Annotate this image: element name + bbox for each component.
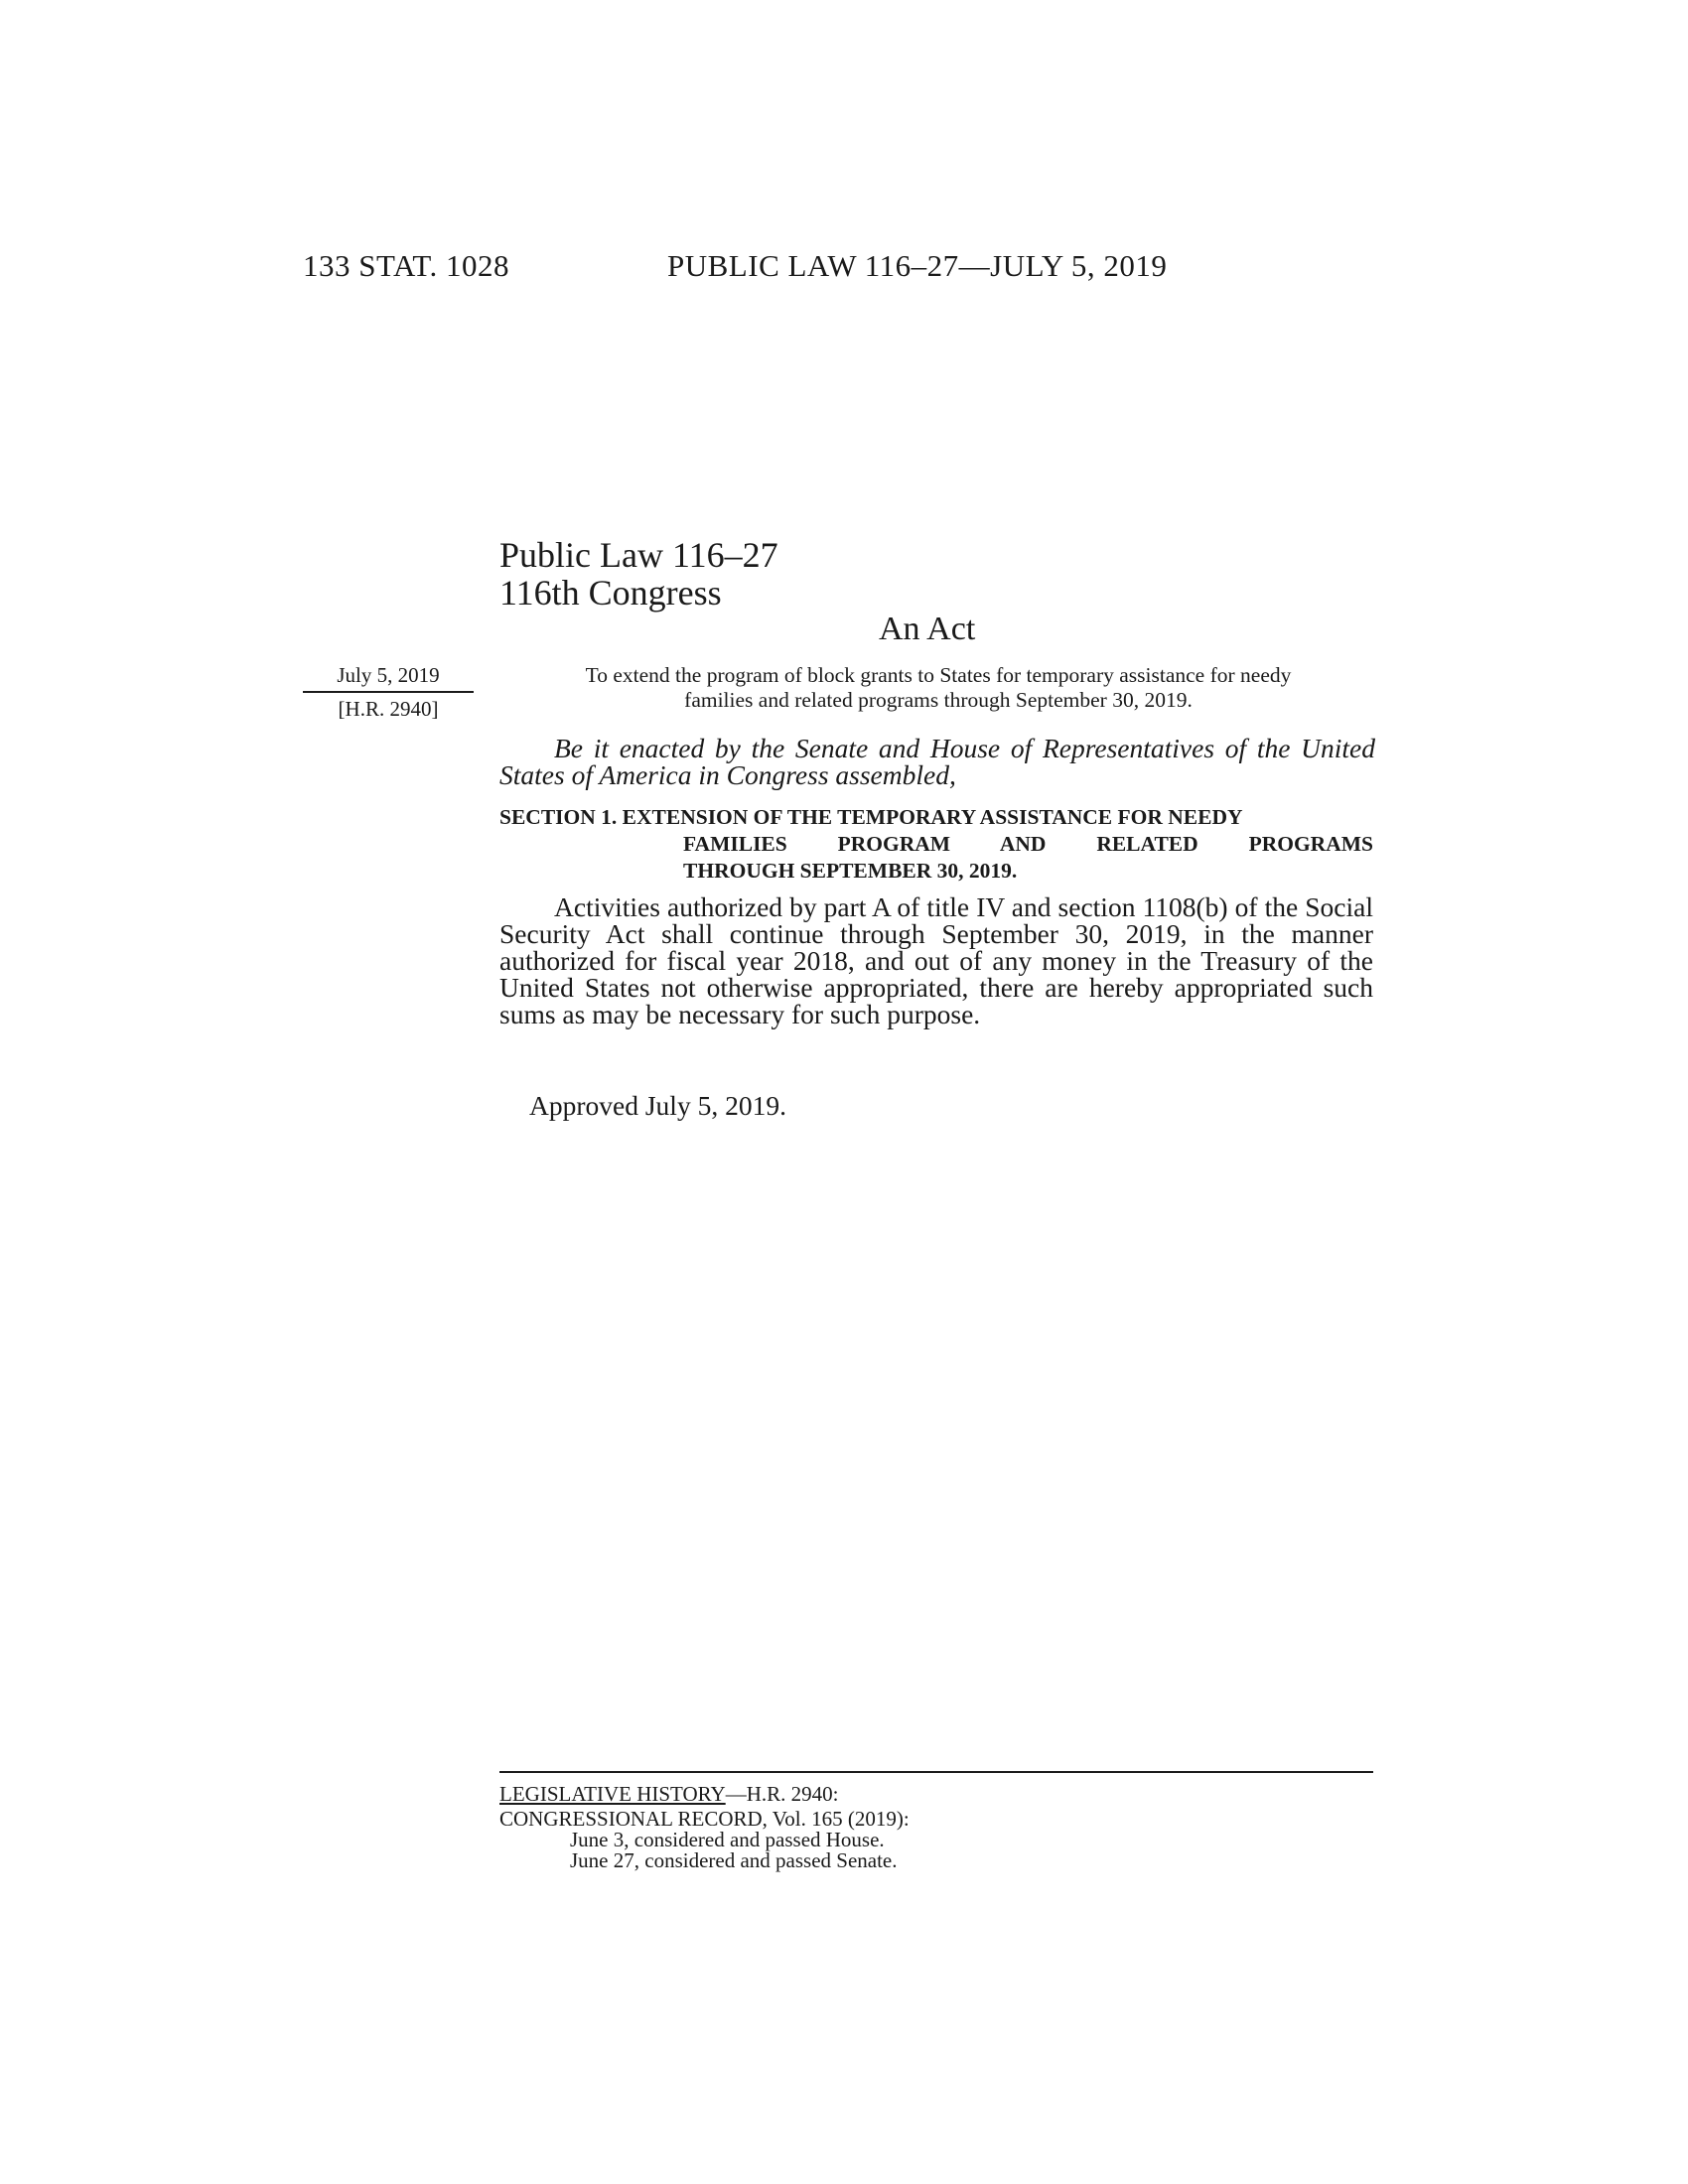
legislative-history-heading <box>499 1782 838 1806</box>
congressional-record: CONGRESSIONAL RECORD, Vol. 165 (2019): <box>499 1807 910 1831</box>
history-entry: June 3, considered and passed House. <box>570 1828 885 1851</box>
congress-label: 116th Congress <box>499 573 722 613</box>
section-heading-line-2: FAMILIES PROGRAM AND RELATED PROGRAMS <box>683 832 1373 856</box>
margin-rule <box>303 691 474 693</box>
section-heading-line-3: THROUGH SEPTEMBER 30, 2019. <box>683 859 1018 883</box>
legislative-history-bill: —H.R. 2940: <box>725 1782 839 1806</box>
enacting-clause: Be it enacted by the Senate and House of Representatives of the United States of America in Congress assembled, <box>499 733 1375 790</box>
legislative-history-label: LEGISLATIVE HISTORY <box>499 1782 726 1806</box>
an-act-heading: An Act <box>879 611 976 647</box>
section-heading-line-1: SECTION 1. EXTENSION OF THE TEMPORARY ASSISTANCE FOR NEEDY <box>499 805 1243 829</box>
section-body: Activities authorized by part A of title IV and section 1108(b) of the Social Security Act shall continue through September 30, 2019, in the manner authorized for fiscal year 2018, and out of any money in the Treasury of the United States not otherwise appropriated, there are hereby appropriated such sums as may be necessary for such purpose. <box>499 891 1373 1029</box>
approval-line: Approved July 5, 2019. <box>529 1090 786 1121</box>
footer-rule <box>499 1771 1373 1773</box>
margin-bill-number: [H.R. 2940] <box>338 697 439 721</box>
purpose-statement: To extend the program of block grants to States for temporary assistance for needy families and related programs through September 30, 2019. <box>585 663 1292 712</box>
statute-page-reference: 133 STAT. 1028 <box>303 248 510 283</box>
law-title: Public Law 116–27 <box>499 535 778 575</box>
margin-date: July 5, 2019 <box>337 663 440 687</box>
section-heading <box>499 804 1373 885</box>
history-entry: June 27, considered and passed Senate. <box>570 1848 898 1872</box>
running-head: PUBLIC LAW 116–27—JULY 5, 2019 <box>667 248 1168 283</box>
